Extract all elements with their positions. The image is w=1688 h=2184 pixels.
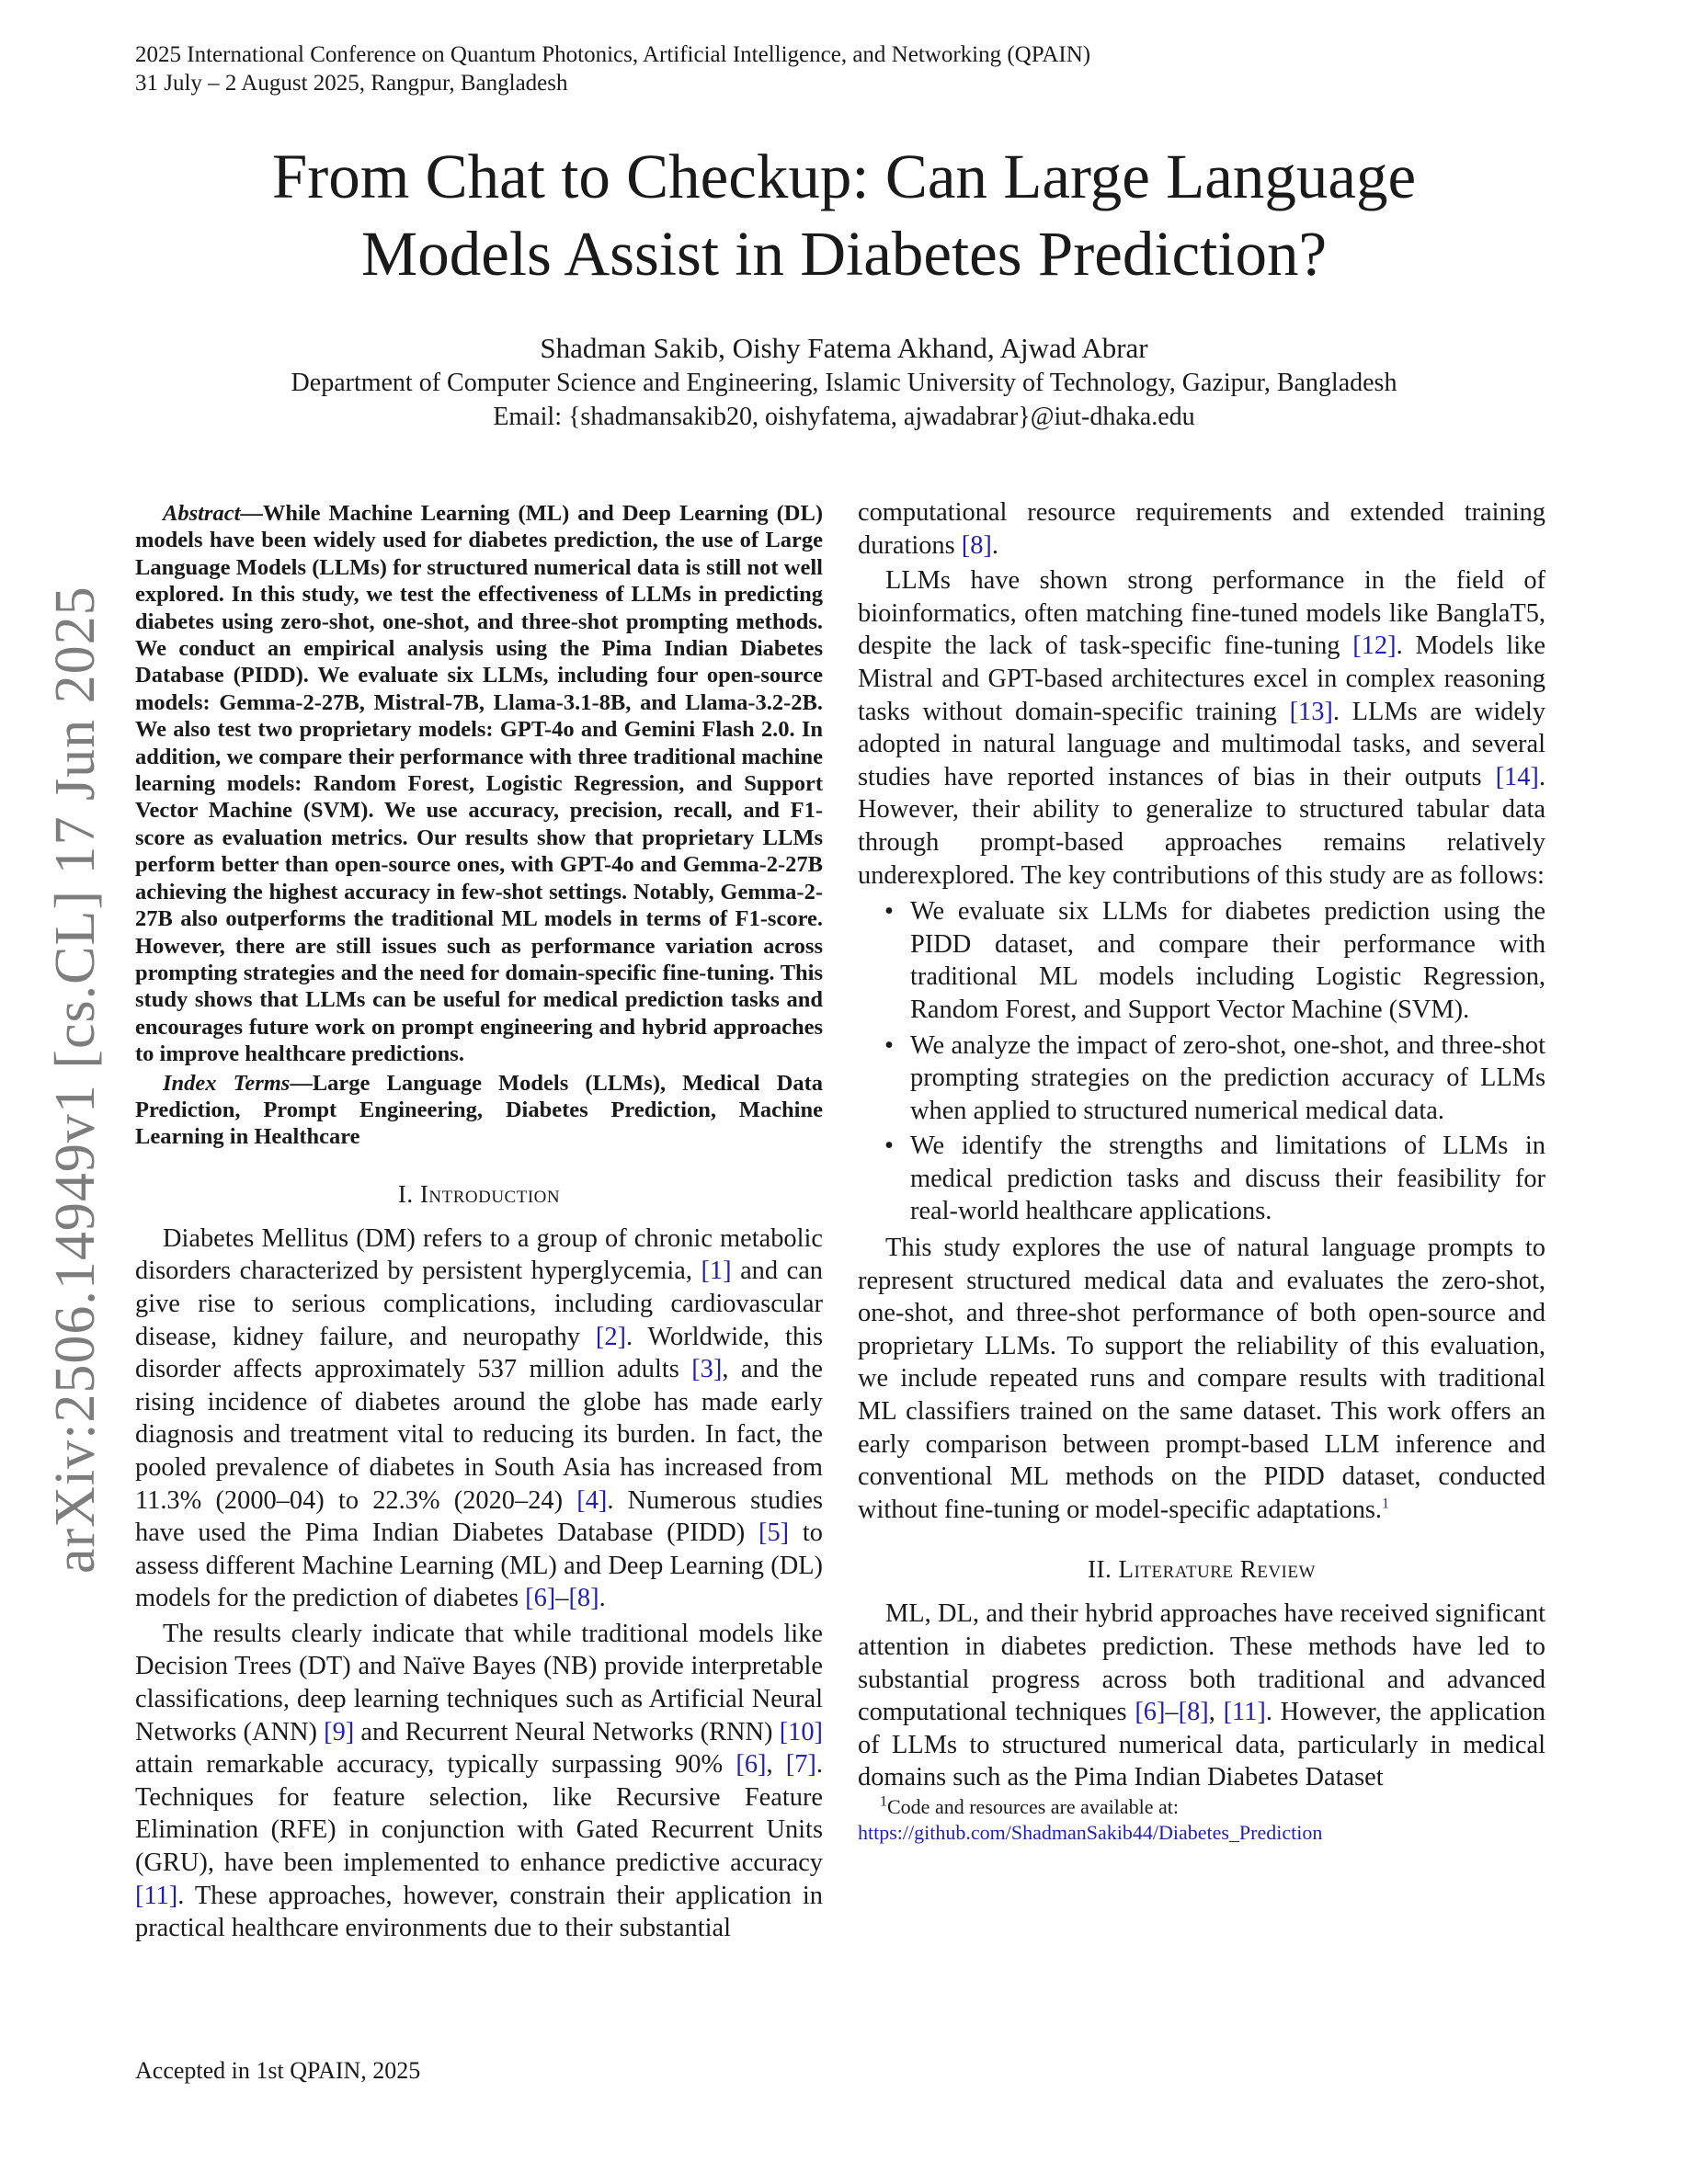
citation-link[interactable]: [11] [1223,1698,1266,1727]
right-column [858,496,1545,1846]
citation-link[interactable]: [2] [595,1322,626,1351]
abstract [135,500,823,1068]
citation-link[interactable]: [1] [701,1257,732,1286]
citation-link[interactable]: [8] [961,530,992,560]
conference-date-location: 31 July – 2 August 2025, Rangpur, Bangladesh [135,71,568,96]
index-terms-text: —Large Language Models (LLMs), Medical Data Prediction, Prompt Engineering, Diabetes Prediction, Machine Learning in Healthcare [135,1070,823,1150]
citation-link[interactable]: [14] [1495,762,1539,791]
list-item: • We identify the strengths and limitations of LLMs in medical prediction tasks and discuss their feasibility for real-world healthcare applications. [884,1132,1545,1226]
citation-link[interactable]: [4] [576,1485,608,1515]
paper-title-line-1: From Chat to Checkup: Can Large Language [271,142,1417,211]
paper-title [138,138,1550,292]
affiliation: Department of Computer Science and Engineering, Islamic University of Technology, Gazipur, Bangladesh [291,369,1397,397]
citation-link[interactable]: [11] [135,1881,178,1910]
footnote [858,1794,1545,1846]
arxiv-identifier-stamp: arXiv:2506.14949v1 [cs.CL] 17 Jun 2025 [44,586,107,1574]
citation-link[interactable]: [13] [1289,697,1333,726]
intro-paragraph-1: Diabetes Mellitus (DM) refers to a group of chronic metabolic disorders characterized by persistent hyperglycemia, [1] and can give rise to serious complications, including cardiovascular disease, kidney failure, and neuropathy [2]. Worldwide, this disorder affects approximately 537 million adults [3], and the rising incidence of diabetes around the globe has made early diagnosis and treatment vital to reducing its burden. In fact, the pooled prevalence of diabetes in South Asia has increased from 11.3% (2000–04) to 22.3% (2020–24) [4]. Numerous studies have used the Pima Indian Diabetes Database (PIDD) [5] to assess different Machine Learning (ML) and Deep Learning (DL) models for the prediction of diabetes [6]–[8]. [135,1223,823,1613]
abstract-lead: Abstract [163,501,241,526]
conference-name: 2025 International Conference on Quantum Photonics, Artificial Intelligence, and Networking (QPAIN) [135,42,1091,67]
contributions-list [858,895,1545,1228]
citation-link[interactable]: [6] [525,1584,556,1613]
bullet-icon: • [884,1132,894,1161]
list-item: • We evaluate six LLMs for diabetes prediction using the PIDD dataset, and compare their performance with traditional ML models including Logistic Regression, Random Forest, and Support Vector Machine (SVM). [884,897,1545,1024]
author-emails: Email: {shadmansakib20, oishyfatema, ajwadabrar}@iut-dhaka.edu [493,403,1195,431]
intro-paragraph-4: This study explores the use of natural language prompts to represent structured medical data and evaluates the zero-shot, one-shot, and three-shot performance of both open-source and proprietary LLMs. To support the reliability of this evaluation, we include repeated runs and compare results with traditional ML classifiers trained on the same dataset. This work offers an early comparison between prompt-based LLM inference and conventional ML methods on the PIDD dataset, conducted without fine-tuning or model-specific adaptations.$^1$ [858,1234,1545,1524]
paper-title-line-2: Models Assist in Diabetes Prediction? [360,219,1328,289]
citation-link[interactable]: [8] [568,1584,599,1613]
citation-link[interactable]: [8] [1178,1698,1209,1727]
page-footer: Accepted in 1st QPAIN, 2025 [135,2057,421,2084]
footnote-mark[interactable]: 1 [1382,1496,1390,1512]
index-terms [135,1070,823,1151]
citation-link[interactable]: [6] [736,1750,767,1780]
literature-paragraph-1: ML, DL, and their hybrid approaches have received significant attention in diabetes prediction. These methods have led to substantial progress across both traditional and advanced computational techniques [6]–[8], [11]. However, the application of LLMs to structured numerical data, particularly in medical domains such as the Pima Indian Diabetes Dataset [858,1599,1545,1792]
section-heading-literature-review: II. Literature Review [1088,1555,1316,1584]
conference-header [135,40,1090,97]
index-terms-lead: Index Terms [163,1070,291,1096]
citation-link[interactable]: [5] [758,1519,790,1548]
citation-link[interactable]: [7] [785,1750,816,1780]
bullet-icon: • [884,897,894,927]
footnote-number: 1 [880,1793,887,1810]
abstract-text: —While Machine Learning (ML) and Deep Learning (DL) models have been widely used for diabetes prediction, the use of Large Language Models (LLMs) for structured numerical data is still not well explored. In this study, we test the effectiveness of LLMs in predicting diabetes using zero-shot, one-shot, and three-shot prompting methods. We conduct an empirical analysis using the Pima Indian Diabetes Database (PIDD). We evaluate six LLMs, including four open-source models: Gemma-2-27B, Mistral-7B, Llama-3.1-8B, and Llama-3.2-2B. We also test two proprietary models: GPT-4o and Gemini Flash 2.0. In addition, we compare their performance with three traditional machine learning models: Random Forest, Logistic Regression, and Support Vector Machine (SVM). We use accuracy, precision, recall, and F1-score as evaluation metrics. Our results show that proprietary LLMs perform better than open-source ones, with GPT-4o and Gemma-2-27B achieving the highest accuracy in few-shot settings. Notably, Gemma-2-27B also outperforms the traditional ML models in terms of F1-score. However, there are still issues such as performance variation across prompting strategies and the need for domain-specific fine-tuning. This study shows that LLMs can be useful for medical prediction tasks and encourages future work on prompt engineering and hybrid approaches to improve healthcare predictions. [135,501,823,1067]
section-heading-introduction: I. Introduction [397,1179,561,1208]
intro-paragraph-2-continued: computational resource requirements and extended training durations [8]. [858,498,1545,560]
left-column [135,500,823,1945]
footnote-repo-link[interactable]: https://github.com/ShadmanSakib44/Diabetes_Prediction [858,1820,1323,1844]
bullet-icon: • [884,1030,894,1060]
intro-paragraph-2: The results clearly indicate that while traditional models like Decision Trees (DT) and Naïve Bayes (NB) provide interpretable classifications, deep learning techniques such as Artificial Neural Networks (ANN) [9] and Recurrent Neural Networks (RNN) [10] attain remarkable accuracy, typically surpassing 90% [6], [7]. Techniques for feature selection, like Recursive Feature Elimination (RFE) in conjunction with Gated Recurrent Units (GRU), have been implemented to enhance predictive accuracy [11]. These approaches, however, constrain their application in practical healthcare environments due to their substantial [135,1619,823,1943]
citation-link[interactable]: [6] [1135,1698,1166,1727]
citation-link[interactable]: [12] [1352,631,1397,661]
citation-link[interactable]: [9] [324,1717,355,1746]
footnote-text: Code and resources are available at: [887,1794,1180,1818]
citation-link[interactable]: [10] [779,1717,823,1746]
author-list: Shadman Sakib, Oishy Fatema Akhand, Ajwad Abrar [540,332,1148,364]
citation-link[interactable]: [3] [691,1355,723,1384]
list-item: • We analyze the impact of zero-shot, one-shot, and three-shot prompting strategies on the prediction accuracy of LLMs when applied to structured numerical medical data. [884,1030,1545,1125]
intro-paragraph-3: LLMs have shown strong performance in the field of bioinformatics, often matching fine-tuned models like BanglaT5, despite the lack of task-specific fine-tuning [12]. Models like Mistral and GPT-based architectures excel in complex reasoning tasks without domain-specific training [13]. LLMs are widely adopted in natural language and multimodal tasks, and several studies have reported instances of bias in their outputs [14]. However, their ability to generalize to structured tabular data through prompt-based approaches remains relatively underexplored. The key contributions of this study are as follows: [858,566,1545,890]
